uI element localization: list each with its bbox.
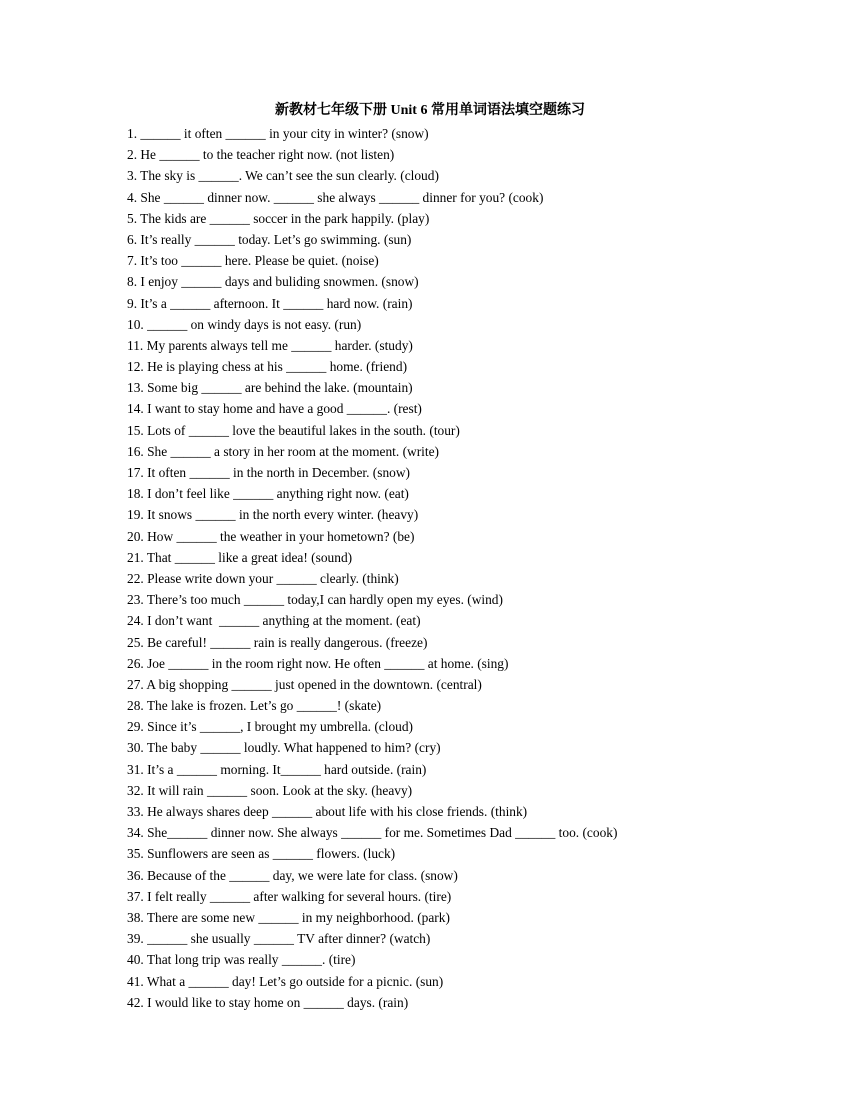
exercise-item: 4. She ______ dinner now. ______ she always ______ dinner for you? (cook)	[127, 189, 544, 205]
exercise-item: 17. It often ______ in the north in December. (snow)	[127, 465, 411, 480]
exercise-item: 33. He always shares deep ______ about life with his close friends. (think)	[127, 804, 528, 819]
exercise-item: 41. What a ______ day! Let’s go outside for a picnic. (sun)	[127, 973, 444, 989]
exercise-item: 1. ______ it often ______ in your city in winter? (snow)	[127, 126, 429, 141]
exercise-item: 13. Some big ______ are behind the lake. (mountain)	[127, 380, 413, 396]
exercise-item: 22. Please write down your ______ clearly. (think)	[127, 570, 399, 586]
exercise-item: 42. I would like to stay home on ______ days. (rain)	[127, 994, 409, 1010]
exercise-item: 12. He is playing chess at his ______ home. (friend)	[127, 359, 408, 375]
exercise-item: 29. Since it’s ______, I brought my umbrella. (cloud)	[127, 719, 413, 735]
exercise-item: 28. The lake is frozen. Let’s go ______! (skate)	[127, 698, 382, 714]
exercise-item: 23. There’s too much ______ today,I can hardly open my eyes. (wind)	[127, 592, 503, 608]
exercise-item: 6. It’s really ______ today. Let’s go swimming. (sun)	[127, 231, 412, 247]
exercise-item: 20. How ______ the weather in your hometown? (be)	[127, 528, 415, 544]
exercise-item: 11. My parents always tell me ______ harder. (study)	[127, 337, 413, 353]
exercise-item: 31. It’s a ______ morning. It______ hard outside. (rain)	[127, 761, 427, 777]
exercise-item: 36. Because of the ______ day, we were late for class. (snow)	[127, 867, 458, 883]
exercise-item: 38. There are some new ______ in my neighborhood. (park)	[127, 909, 450, 925]
exercise-item: 24. I don’t want ______ anything at the moment. (eat)	[127, 613, 421, 629]
exercise-item: 3. The sky is ______. We can’t see the sun clearly. (cloud)	[127, 168, 439, 184]
exercise-item: 30. The baby ______ loudly. What happened to him? (cry)	[127, 740, 441, 756]
exercise-item: 37. I felt really ______ after walking for several hours. (tire)	[127, 888, 452, 904]
exercise-item: 10. ______ on windy days is not easy. (run)	[127, 316, 362, 332]
exercise-item: 18. I don’t feel like ______ anything right now. (eat)	[127, 486, 409, 502]
exercise-list	[127, 123, 827, 1013]
exercise-item: 2. He ______ to the teacher right now. (not listen)	[127, 147, 395, 163]
exercise-item: 7. It’s too ______ here. Please be quiet. (noise)	[127, 253, 379, 269]
exercise-item: 5. The kids are ______ soccer in the park happily. (play)	[127, 210, 430, 226]
exercise-item: 32. It will rain ______ soon. Look at the sky. (heavy)	[127, 782, 413, 798]
exercise-item: 19. It snows ______ in the north every winter. (heavy)	[127, 507, 419, 523]
exercise-item: 34. She______ dinner now. She always ______ for me. Sometimes Dad ______ too. (cook)	[127, 825, 618, 841]
exercise-item: 21. That ______ like a great idea! (sound)	[127, 549, 353, 565]
exercise-item: 25. Be careful! ______ rain is really dangerous. (freeze)	[127, 634, 428, 650]
exercise-item: 39. ______ she usually ______ TV after dinner? (watch)	[127, 931, 431, 947]
exercise-item: 15. Lots of ______ love the beautiful lakes in the south. (tour)	[127, 422, 460, 438]
exercise-item: 16. She ______ a story in her room at the moment. (write)	[127, 443, 440, 459]
exercise-item: 14. I want to stay home and have a good ______. (rest)	[127, 401, 422, 417]
exercise-item: 9. It’s a ______ afternoon. It ______ hard now. (rain)	[127, 295, 413, 311]
exercise-item: 40. That long trip was really ______. (tire)	[127, 952, 356, 968]
exercise-item: 8. I enjoy ______ days and buliding snowmen. (snow)	[127, 274, 419, 290]
exercise-item: 27. A big shopping ______ just opened in the downtown. (central)	[127, 676, 482, 692]
exercise-item: 35. Sunflowers are seen as ______ flowers. (luck)	[127, 846, 396, 862]
exercise-item: 26. Joe ______ in the room right now. He often ______ at home. (sing)	[127, 655, 509, 671]
page-title: 新教材七年级下册 Unit 6 常用单词语法填空题练习	[275, 103, 585, 118]
